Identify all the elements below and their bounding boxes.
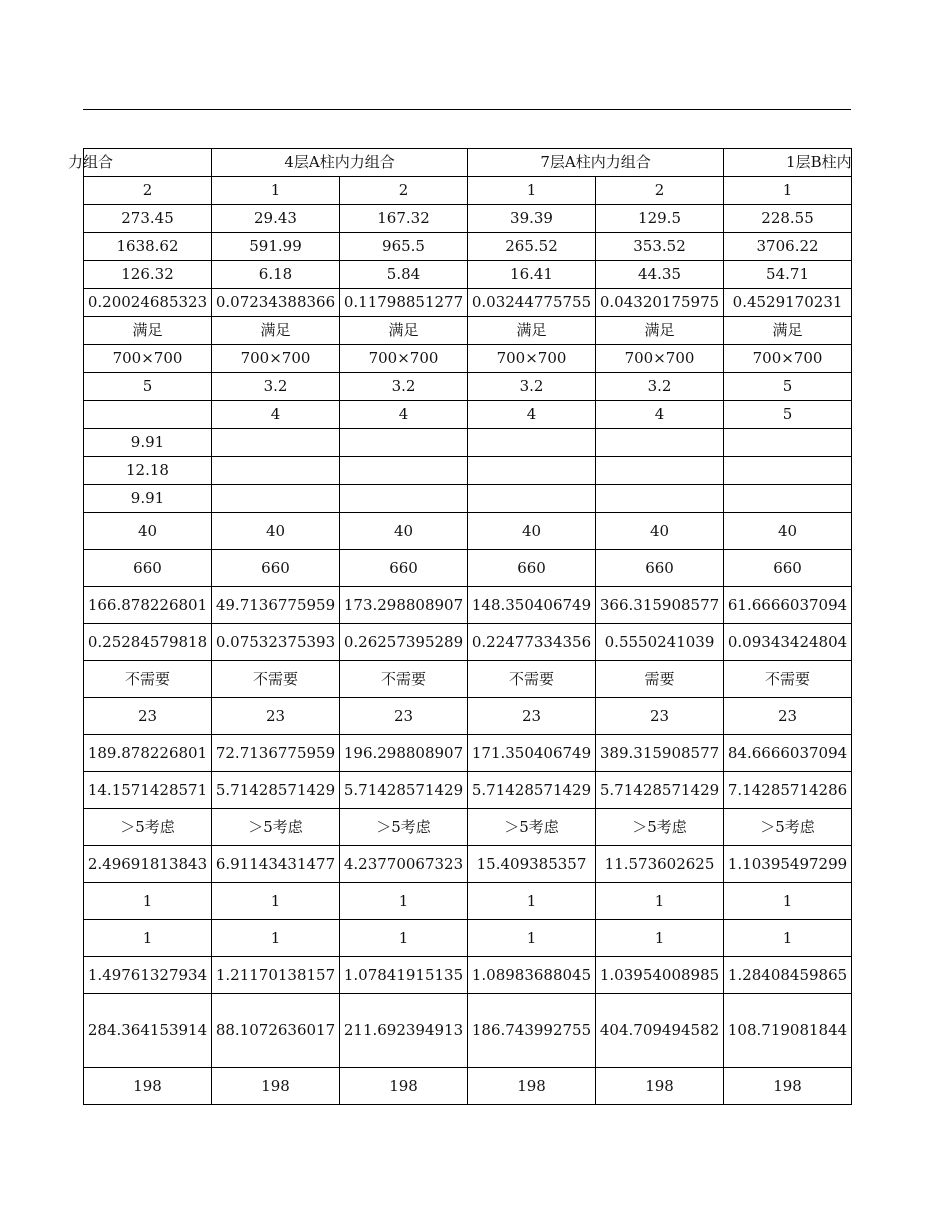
table-cell: 1 xyxy=(724,177,852,205)
table-cell xyxy=(84,401,212,429)
table-row xyxy=(84,401,852,429)
table-cell: 0.5550241039 xyxy=(596,624,724,661)
table-cell: 198 xyxy=(596,1068,724,1105)
table-cell: 273.45 xyxy=(84,205,212,233)
table-cell: ＞5考虑 xyxy=(724,809,852,846)
table-cell xyxy=(212,485,340,513)
table-cell: 284.364153914 xyxy=(84,994,212,1068)
table-cell: 1.49761327934 xyxy=(84,957,212,994)
table-cell: 49.7136775959 xyxy=(212,587,340,624)
table-row xyxy=(84,317,852,345)
table-cell: 不需要 xyxy=(340,661,468,698)
table-cell: 353.52 xyxy=(596,233,724,261)
table-cell xyxy=(724,457,852,485)
column-group-header: 力组合 xyxy=(84,149,212,177)
table-row xyxy=(84,772,852,809)
table-cell: 6.18 xyxy=(212,261,340,289)
table-cell: 29.43 xyxy=(212,205,340,233)
table-row xyxy=(84,177,852,205)
table-cell: 366.315908577 xyxy=(596,587,724,624)
table-cell: 1 xyxy=(468,177,596,205)
table-cell: 660 xyxy=(340,550,468,587)
table-row xyxy=(84,809,852,846)
table-cell: 1.28408459865 xyxy=(724,957,852,994)
table-cell: 660 xyxy=(724,550,852,587)
table-cell: 1.03954008985 xyxy=(596,957,724,994)
table-cell: 88.1072636017 xyxy=(212,994,340,1068)
header-row xyxy=(84,149,852,177)
table-cell: 7.14285714286 xyxy=(724,772,852,809)
table-cell: 228.55 xyxy=(724,205,852,233)
table-row xyxy=(84,345,852,373)
table-cell: 23 xyxy=(340,698,468,735)
table-row xyxy=(84,846,852,883)
table-cell: 0.25284579818 xyxy=(84,624,212,661)
spreadsheet xyxy=(68,148,852,1109)
table-row xyxy=(84,624,852,661)
table-row xyxy=(84,457,852,485)
table-cell: 40 xyxy=(596,513,724,550)
table-row xyxy=(84,513,852,550)
table-cell: 700×700 xyxy=(84,345,212,373)
table-row xyxy=(84,883,852,920)
table-cell: 23 xyxy=(724,698,852,735)
table-cell: 591.99 xyxy=(212,233,340,261)
table-cell: 660 xyxy=(596,550,724,587)
table-cell: 0.04320175975 xyxy=(596,289,724,317)
table-cell: 5 xyxy=(724,373,852,401)
table-cell: 40 xyxy=(84,513,212,550)
table-cell: 2 xyxy=(340,177,468,205)
table-row xyxy=(84,661,852,698)
table-cell: 0.09343424804 xyxy=(724,624,852,661)
table-cell: 满足 xyxy=(596,317,724,345)
table-cell: 1 xyxy=(340,883,468,920)
table-cell: 14.1571428571 xyxy=(84,772,212,809)
table-cell: 72.7136775959 xyxy=(212,735,340,772)
table-cell: 700×700 xyxy=(724,345,852,373)
table-cell: 3.2 xyxy=(468,373,596,401)
table-cell: 1 xyxy=(724,883,852,920)
data-table xyxy=(68,148,852,1105)
table-cell xyxy=(596,485,724,513)
table-cell: 2 xyxy=(84,177,212,205)
table-cell: 1 xyxy=(596,883,724,920)
table-cell: 4 xyxy=(468,401,596,429)
table-cell: 0.4529170231 xyxy=(724,289,852,317)
table-cell: 1 xyxy=(212,883,340,920)
table-cell: 23 xyxy=(212,698,340,735)
top-rule xyxy=(83,109,851,110)
table-row xyxy=(84,261,852,289)
table-cell: 700×700 xyxy=(212,345,340,373)
table-cell: 5 xyxy=(724,401,852,429)
table-cell: 9.91 xyxy=(84,429,212,457)
table-cell: 39.39 xyxy=(468,205,596,233)
table-cell xyxy=(340,429,468,457)
table-cell: 3.2 xyxy=(340,373,468,401)
table-cell: 660 xyxy=(84,550,212,587)
table-cell xyxy=(340,457,468,485)
table-cell: 5.71428571429 xyxy=(468,772,596,809)
table-cell: 1 xyxy=(84,920,212,957)
table-cell xyxy=(212,429,340,457)
table-cell: 171.350406749 xyxy=(468,735,596,772)
table-cell: 1.08983688045 xyxy=(468,957,596,994)
table-cell: ＞5考虑 xyxy=(596,809,724,846)
table-row xyxy=(84,550,852,587)
table-cell: 404.709494582 xyxy=(596,994,724,1068)
table-row xyxy=(84,698,852,735)
table-cell: 23 xyxy=(596,698,724,735)
table-cell: 61.6666037094 xyxy=(724,587,852,624)
table-cell: 198 xyxy=(724,1068,852,1105)
table-cell: 1.07841915135 xyxy=(340,957,468,994)
column-group-header: 4层A柱内力组合 xyxy=(212,149,468,177)
table-row xyxy=(84,735,852,772)
table-cell: 0.11798851277 xyxy=(340,289,468,317)
table-cell: 5.71428571429 xyxy=(212,772,340,809)
table-cell: 1 xyxy=(724,920,852,957)
table-cell: ＞5考虑 xyxy=(468,809,596,846)
table-cell: 5.71428571429 xyxy=(340,772,468,809)
table-row xyxy=(84,587,852,624)
table-cell: 40 xyxy=(212,513,340,550)
table-cell: ＞5考虑 xyxy=(340,809,468,846)
table-cell: 0.07234388366 xyxy=(212,289,340,317)
table-cell: 660 xyxy=(212,550,340,587)
table-cell: 700×700 xyxy=(340,345,468,373)
table-cell: 不需要 xyxy=(84,661,212,698)
table-cell: 1 xyxy=(84,883,212,920)
table-cell: 40 xyxy=(340,513,468,550)
table-cell: 满足 xyxy=(724,317,852,345)
table-cell: 0.26257395289 xyxy=(340,624,468,661)
table-cell: 5 xyxy=(84,373,212,401)
table-cell: 1 xyxy=(212,177,340,205)
table-cell: 不需要 xyxy=(724,661,852,698)
table-cell xyxy=(596,429,724,457)
column-group-header: 7层A柱内力组合 xyxy=(468,149,724,177)
table-cell: 700×700 xyxy=(468,345,596,373)
table-cell: 129.5 xyxy=(596,205,724,233)
table-cell: 198 xyxy=(212,1068,340,1105)
table-cell: 40 xyxy=(724,513,852,550)
table-cell: 198 xyxy=(84,1068,212,1105)
table-cell: 0.07532375393 xyxy=(212,624,340,661)
table-cell: 23 xyxy=(468,698,596,735)
table-cell: 148.350406749 xyxy=(468,587,596,624)
table-cell: 1.21170138157 xyxy=(212,957,340,994)
table-cell xyxy=(468,457,596,485)
table-cell: 40 xyxy=(468,513,596,550)
table-cell: 1 xyxy=(212,920,340,957)
table-cell: 167.32 xyxy=(340,205,468,233)
table-cell: 16.41 xyxy=(468,261,596,289)
table-cell: 满足 xyxy=(84,317,212,345)
table-cell: 389.315908577 xyxy=(596,735,724,772)
table-cell: 不需要 xyxy=(468,661,596,698)
table-cell: 44.35 xyxy=(596,261,724,289)
table-cell xyxy=(724,429,852,457)
table-cell: 700×700 xyxy=(596,345,724,373)
table-row xyxy=(84,1068,852,1105)
table-cell: 54.71 xyxy=(724,261,852,289)
table-cell xyxy=(212,457,340,485)
table-cell: 189.878226801 xyxy=(84,735,212,772)
table-cell: 660 xyxy=(468,550,596,587)
table-row xyxy=(84,205,852,233)
table-cell: 4 xyxy=(212,401,340,429)
table-cell: 3.2 xyxy=(212,373,340,401)
table-cell: 0.22477334356 xyxy=(468,624,596,661)
table-row xyxy=(84,373,852,401)
table-row xyxy=(84,233,852,261)
table-cell: 6.91143431477 xyxy=(212,846,340,883)
table-cell: 166.878226801 xyxy=(84,587,212,624)
table-cell: 5.71428571429 xyxy=(596,772,724,809)
table-cell: 84.6666037094 xyxy=(724,735,852,772)
table-cell xyxy=(340,485,468,513)
table-cell: 9.91 xyxy=(84,485,212,513)
table-cell: 965.5 xyxy=(340,233,468,261)
table-cell: 265.52 xyxy=(468,233,596,261)
table-cell: 5.84 xyxy=(340,261,468,289)
table-cell xyxy=(468,429,596,457)
table-cell xyxy=(724,485,852,513)
table-cell: 211.692394913 xyxy=(340,994,468,1068)
table-cell xyxy=(468,485,596,513)
table-cell: 196.298808907 xyxy=(340,735,468,772)
table-cell: 173.298808907 xyxy=(340,587,468,624)
table-cell: 198 xyxy=(340,1068,468,1105)
table-cell: 2.49691813843 xyxy=(84,846,212,883)
table-cell: 1 xyxy=(468,920,596,957)
table-cell: 4 xyxy=(340,401,468,429)
table-cell: 1.10395497299 xyxy=(724,846,852,883)
table-cell: 126.32 xyxy=(84,261,212,289)
table-cell: 198 xyxy=(468,1068,596,1105)
table-cell: 23 xyxy=(84,698,212,735)
table-cell: 108.719081844 xyxy=(724,994,852,1068)
table-cell: 0.20024685323 xyxy=(84,289,212,317)
table-cell: 1 xyxy=(468,883,596,920)
table-cell: 满足 xyxy=(212,317,340,345)
table-cell: 1638.62 xyxy=(84,233,212,261)
table-cell xyxy=(596,457,724,485)
table-cell: 11.573602625 xyxy=(596,846,724,883)
table-cell: ＞5考虑 xyxy=(84,809,212,846)
table-row xyxy=(84,994,852,1068)
table-cell: ＞5考虑 xyxy=(212,809,340,846)
table-cell: 满足 xyxy=(468,317,596,345)
table-cell: 3.2 xyxy=(596,373,724,401)
table-cell: 需要 xyxy=(596,661,724,698)
table-row xyxy=(84,289,852,317)
table-cell: 3706.22 xyxy=(724,233,852,261)
column-group-header: 1层B柱内 xyxy=(724,149,852,177)
table-cell: 0.03244775755 xyxy=(468,289,596,317)
table-cell: 12.18 xyxy=(84,457,212,485)
table-cell: 1 xyxy=(596,920,724,957)
table-cell: 不需要 xyxy=(212,661,340,698)
table-cell: 15.409385357 xyxy=(468,846,596,883)
table-row xyxy=(84,920,852,957)
table-cell: 2 xyxy=(596,177,724,205)
table-cell: 4 xyxy=(596,401,724,429)
table-row xyxy=(84,485,852,513)
table-row xyxy=(84,429,852,457)
table-cell: 满足 xyxy=(340,317,468,345)
table-row xyxy=(84,957,852,994)
table-cell: 4.23770067323 xyxy=(340,846,468,883)
table-cell: 1 xyxy=(340,920,468,957)
table-cell: 186.743992755 xyxy=(468,994,596,1068)
